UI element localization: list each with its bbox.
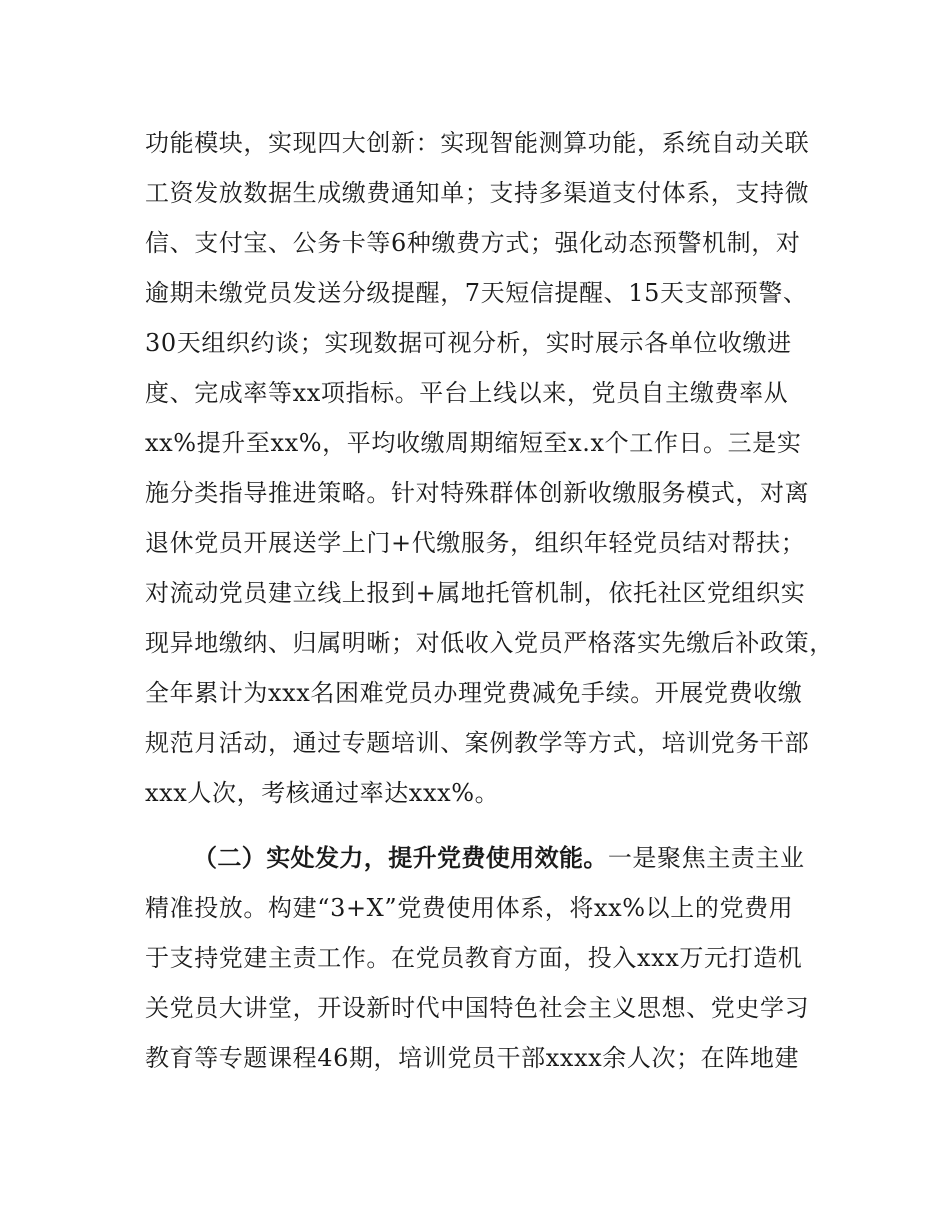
- section-heading: （二）实处发力，提升党费使用效能。: [193, 844, 608, 872]
- paragraph-line: 于支持党建主责工作。在党员教育方面，投入xxx万元打造机: [145, 944, 803, 972]
- paragraph-line: 对流动党员建立线上报到+属地托管机制，依托社区党组织实: [145, 579, 806, 607]
- paragraph-line: xx%提升至xx%，平均收缴周期缩短至x.x个工作日。三是实: [145, 429, 802, 457]
- paragraph-line: 30天组织约谈；实现数据可视分析，实时展示各单位收缴进: [145, 329, 792, 357]
- paragraph-first-line: [193, 843, 805, 873]
- paragraph-line: 退休党员开展送学上门+代缴服务，组织年轻党员结对帮扶；: [145, 529, 806, 557]
- paragraph-line: 逾期未缴党员发送分级提醒，7天短信提醒、15天支部预警、: [145, 279, 808, 307]
- paragraph-text: 一是聚焦主责主业: [607, 844, 805, 872]
- paragraph-line: 精准投放。构建“3+X”党费使用体系，将xx%以上的党费用: [145, 894, 794, 922]
- paragraph-line: 关党员大讲堂，开设新时代中国特色社会主义思想、党史学习: [145, 994, 810, 1022]
- paragraph-line: 规范月活动，通过专题培训、案例教学等方式，培训党务干部: [145, 729, 810, 757]
- paragraph-line: 度、完成率等xx项指标。平台上线以来，党员自主缴费率从: [145, 379, 789, 407]
- paragraph-line: 信、支付宝、公务卡等6种缴费方式；强化动态预警机制，对: [145, 229, 801, 257]
- paragraph-line: 工资发放数据生成缴费通知单；支持多渠道支付体系，支持微: [145, 179, 810, 207]
- paragraph-line: 施分类指导推进策略。针对特殊群体创新收缴服务模式，对离: [145, 479, 810, 507]
- paragraph-line: xxx人次，考核通过率达xxx%。: [145, 779, 500, 807]
- paragraph-line: 功能模块，实现四大创新：实现智能测算功能，系统自动关联: [145, 129, 810, 157]
- paragraph-line: 全年累计为xxx名困难党员办理党费减免手续。开展党费收缴: [145, 679, 803, 707]
- paragraph-line: 教育等专题课程46期，培训党员干部xxxx余人次；在阵地建: [145, 1044, 800, 1072]
- paragraph-line: 现异地缴纳、归属明晰；对低收入党员严格落实先缴后补政策，: [145, 629, 834, 657]
